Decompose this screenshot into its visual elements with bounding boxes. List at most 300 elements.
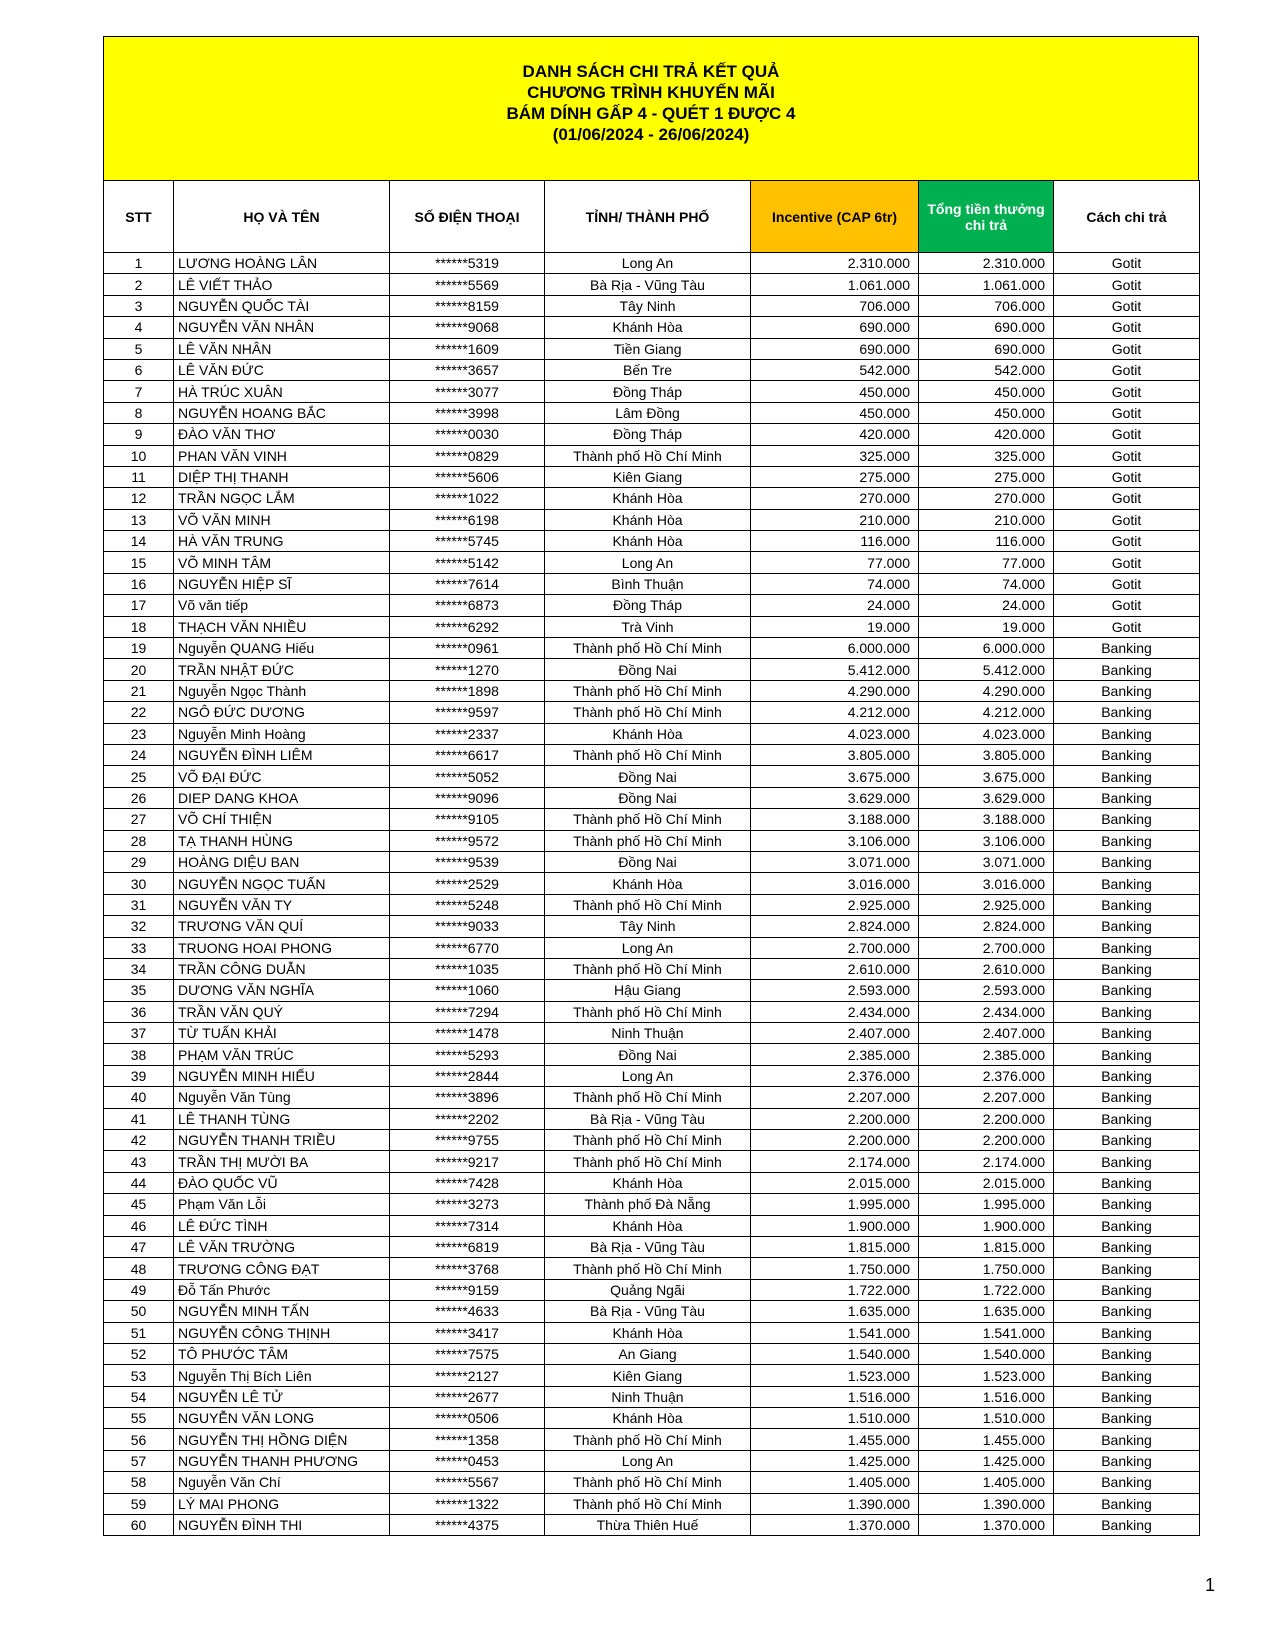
cell-total: 1.405.000 xyxy=(919,1472,1054,1493)
cell-name: DƯƠNG VĂN NGHĨA xyxy=(174,980,390,1001)
cell-name: TRẦN CÔNG DUẪN xyxy=(174,958,390,979)
cell-name: Nguyễn Văn Chí xyxy=(174,1472,390,1493)
cell-name: VÕ CHÍ THIỆN xyxy=(174,809,390,830)
cell-method: Banking xyxy=(1054,894,1200,915)
cell-stt: 31 xyxy=(104,894,174,915)
cell-name: LÊ VIẾT THẢO xyxy=(174,274,390,295)
cell-phone: ******6770 xyxy=(390,937,545,958)
cell-stt: 1 xyxy=(104,253,174,274)
cell-method: Gotit xyxy=(1054,595,1200,616)
cell-phone: ******1035 xyxy=(390,958,545,979)
cell-phone: ******7294 xyxy=(390,1001,545,1022)
cell-total: 1.815.000 xyxy=(919,1236,1054,1257)
cell-phone: ******1478 xyxy=(390,1023,545,1044)
cell-name: LÊ THANH TÙNG xyxy=(174,1108,390,1129)
cell-incentive: 24.000 xyxy=(751,595,919,616)
table-body xyxy=(104,253,1200,1536)
cell-phone: ******3998 xyxy=(390,402,545,423)
cell-incentive: 325.000 xyxy=(751,445,919,466)
cell-method: Gotit xyxy=(1054,616,1200,637)
cell-city: Khánh Hòa xyxy=(545,531,751,552)
cell-incentive: 2.200.000 xyxy=(751,1108,919,1129)
cell-stt: 16 xyxy=(104,573,174,594)
cell-total: 1.635.000 xyxy=(919,1301,1054,1322)
cell-city: Đồng Nai xyxy=(545,787,751,808)
cell-incentive: 2.015.000 xyxy=(751,1172,919,1193)
cell-total: 2.925.000 xyxy=(919,894,1054,915)
cell-stt: 27 xyxy=(104,809,174,830)
cell-stt: 39 xyxy=(104,1065,174,1086)
cell-stt: 56 xyxy=(104,1429,174,1450)
cell-stt: 37 xyxy=(104,1023,174,1044)
cell-city: Long An xyxy=(545,1450,751,1471)
cell-incentive: 450.000 xyxy=(751,402,919,423)
title-line-2: CHƯƠNG TRÌNH KHUYẾN MÃI xyxy=(527,83,775,102)
table-row xyxy=(104,980,1200,1001)
cell-total: 2.174.000 xyxy=(919,1151,1054,1172)
table-row xyxy=(104,1108,1200,1129)
cell-incentive: 1.722.000 xyxy=(751,1279,919,1300)
cell-phone: ******2677 xyxy=(390,1386,545,1407)
cell-name: TRẦN NGỌC LẮM xyxy=(174,488,390,509)
cell-phone: ******1609 xyxy=(390,338,545,359)
cell-method: Banking xyxy=(1054,980,1200,1001)
cell-method: Banking xyxy=(1054,638,1200,659)
cell-method: Gotit xyxy=(1054,445,1200,466)
cell-name: NGUYỄN ĐÌNH THI xyxy=(174,1515,390,1536)
table-row xyxy=(104,1194,1200,1215)
cell-name: NGUYỄN THỊ HỒNG DIỆN xyxy=(174,1429,390,1450)
cell-incentive: 275.000 xyxy=(751,466,919,487)
cell-total: 1.523.000 xyxy=(919,1365,1054,1386)
cell-phone: ******1358 xyxy=(390,1429,545,1450)
table-row xyxy=(104,894,1200,915)
cell-method: Banking xyxy=(1054,680,1200,701)
cell-city: Long An xyxy=(545,552,751,573)
cell-incentive: 4.212.000 xyxy=(751,702,919,723)
cell-incentive: 5.412.000 xyxy=(751,659,919,680)
cell-total: 706.000 xyxy=(919,295,1054,316)
cell-city: Bến Tre xyxy=(545,359,751,380)
cell-method: Gotit xyxy=(1054,466,1200,487)
cell-stt: 53 xyxy=(104,1365,174,1386)
cell-city: Thành phố Hồ Chí Minh xyxy=(545,1258,751,1279)
cell-stt: 18 xyxy=(104,616,174,637)
table-row xyxy=(104,253,1200,274)
cell-method: Banking xyxy=(1054,1194,1200,1215)
cell-name: DIEP DANG KHOA xyxy=(174,787,390,808)
cell-total: 3.188.000 xyxy=(919,809,1054,830)
cell-city: Khánh Hòa xyxy=(545,1215,751,1236)
cell-method: Banking xyxy=(1054,1130,1200,1151)
cell-city: Thành phố Hồ Chí Minh xyxy=(545,680,751,701)
cell-stt: 28 xyxy=(104,830,174,851)
cell-name: NGUYỄN MINH TẤN xyxy=(174,1301,390,1322)
cell-stt: 7 xyxy=(104,381,174,402)
cell-incentive: 3.016.000 xyxy=(751,873,919,894)
cell-name: LÊ VĂN TRƯỜNG xyxy=(174,1236,390,1257)
cell-name: TỪ TUẤN KHẢI xyxy=(174,1023,390,1044)
cell-city: Khánh Hòa xyxy=(545,488,751,509)
cell-stt: 14 xyxy=(104,531,174,552)
table-row xyxy=(104,1236,1200,1257)
cell-name: NGUYỄN THANH PHƯƠNG xyxy=(174,1450,390,1471)
cell-phone: ******0030 xyxy=(390,424,545,445)
table-row xyxy=(104,552,1200,573)
cell-city: Trà Vinh xyxy=(545,616,751,637)
cell-total: 3.675.000 xyxy=(919,766,1054,787)
cell-method: Banking xyxy=(1054,1386,1200,1407)
cell-stt: 35 xyxy=(104,980,174,1001)
cell-method: Banking xyxy=(1054,937,1200,958)
cell-method: Banking xyxy=(1054,851,1200,872)
cell-method: Banking xyxy=(1054,809,1200,830)
cell-total: 3.106.000 xyxy=(919,830,1054,851)
cell-phone: ******2127 xyxy=(390,1365,545,1386)
cell-name: THẠCH VĂN NHIỀU xyxy=(174,616,390,637)
cell-phone: ******6292 xyxy=(390,616,545,637)
cell-city: Tiền Giang xyxy=(545,338,751,359)
cell-city: Khánh Hòa xyxy=(545,509,751,530)
cell-incentive: 3.071.000 xyxy=(751,851,919,872)
cell-phone: ******3077 xyxy=(390,381,545,402)
cell-city: Bà Rịa - Vũng Tàu xyxy=(545,1236,751,1257)
cell-city: Kiên Giang xyxy=(545,466,751,487)
cell-stt: 45 xyxy=(104,1194,174,1215)
cell-method: Banking xyxy=(1054,1065,1200,1086)
cell-name: Nguyễn QUANG Hiếu xyxy=(174,638,390,659)
table-row xyxy=(104,1001,1200,1022)
cell-name: TRƯƠNG VĂN QUÍ xyxy=(174,916,390,937)
cell-name: HÀ TRÚC XUÂN xyxy=(174,381,390,402)
cell-incentive: 2.925.000 xyxy=(751,894,919,915)
page-number: 1 xyxy=(1205,1575,1216,1595)
cell-method: Gotit xyxy=(1054,424,1200,445)
table-row xyxy=(104,274,1200,295)
cell-name: TẠ THANH HÙNG xyxy=(174,830,390,851)
cell-phone: ******9539 xyxy=(390,851,545,872)
cell-total: 1.510.000 xyxy=(919,1408,1054,1429)
cell-name: NGUYỄN ĐÌNH LIÊM xyxy=(174,744,390,765)
cell-city: Đồng Nai xyxy=(545,766,751,787)
cell-name: NGUYỄN LÊ TỬ xyxy=(174,1386,390,1407)
cell-method: Banking xyxy=(1054,1023,1200,1044)
cell-total: 77.000 xyxy=(919,552,1054,573)
cell-incentive: 1.523.000 xyxy=(751,1365,919,1386)
cell-phone: ******9159 xyxy=(390,1279,545,1300)
cell-incentive: 1.540.000 xyxy=(751,1343,919,1364)
header-phone: SỐ ĐIỆN THOẠI xyxy=(390,181,545,253)
cell-stt: 24 xyxy=(104,744,174,765)
cell-stt: 29 xyxy=(104,851,174,872)
title-line-1: DANH SÁCH CHI TRẢ KẾT QUẢ xyxy=(522,62,780,81)
cell-city: Thành phố Hồ Chí Minh xyxy=(545,830,751,851)
cell-name: VÕ VĂN MINH xyxy=(174,509,390,530)
cell-stt: 47 xyxy=(104,1236,174,1257)
cell-name: PHẠM VĂN TRÚC xyxy=(174,1044,390,1065)
cell-method: Gotit xyxy=(1054,509,1200,530)
cell-total: 2.310.000 xyxy=(919,253,1054,274)
cell-phone: ******6819 xyxy=(390,1236,545,1257)
cell-total: 275.000 xyxy=(919,466,1054,487)
cell-method: Gotit xyxy=(1054,253,1200,274)
cell-city: Thành phố Hồ Chí Minh xyxy=(545,958,751,979)
cell-stt: 22 xyxy=(104,702,174,723)
cell-city: Khánh Hòa xyxy=(545,873,751,894)
cell-incentive: 1.900.000 xyxy=(751,1215,919,1236)
cell-phone: ******1322 xyxy=(390,1493,545,1514)
table-row xyxy=(104,445,1200,466)
cell-total: 3.629.000 xyxy=(919,787,1054,808)
cell-name: LÊ VĂN NHÂN xyxy=(174,338,390,359)
cell-city: Thành phố Hồ Chí Minh xyxy=(545,702,751,723)
cell-city: Bình Thuận xyxy=(545,573,751,594)
cell-stt: 2 xyxy=(104,274,174,295)
cell-name: LÊ VĂN ĐỨC xyxy=(174,359,390,380)
cell-stt: 42 xyxy=(104,1130,174,1151)
cell-phone: ******5052 xyxy=(390,766,545,787)
cell-total: 3.071.000 xyxy=(919,851,1054,872)
table-row xyxy=(104,1301,1200,1322)
table-row xyxy=(104,638,1200,659)
cell-stt: 33 xyxy=(104,937,174,958)
cell-stt: 21 xyxy=(104,680,174,701)
cell-total: 6.000.000 xyxy=(919,638,1054,659)
cell-stt: 52 xyxy=(104,1343,174,1364)
cell-method: Banking xyxy=(1054,1343,1200,1364)
cell-total: 450.000 xyxy=(919,381,1054,402)
cell-method: Banking xyxy=(1054,766,1200,787)
cell-method: Gotit xyxy=(1054,381,1200,402)
table-row xyxy=(104,1065,1200,1086)
cell-city: Long An xyxy=(545,253,751,274)
cell-stt: 59 xyxy=(104,1493,174,1514)
cell-name: NGUYỄN NGỌC TUẤN xyxy=(174,873,390,894)
cell-stt: 32 xyxy=(104,916,174,937)
cell-incentive: 2.376.000 xyxy=(751,1065,919,1086)
table-row xyxy=(104,295,1200,316)
cell-incentive: 1.425.000 xyxy=(751,1450,919,1471)
cell-phone: ******4633 xyxy=(390,1301,545,1322)
cell-stt: 58 xyxy=(104,1472,174,1493)
cell-stt: 25 xyxy=(104,766,174,787)
cell-incentive: 3.106.000 xyxy=(751,830,919,851)
cell-city: Bà Rịa - Vũng Tàu xyxy=(545,274,751,295)
cell-stt: 38 xyxy=(104,1044,174,1065)
cell-name: NGUYỄN HIỆP SĨ xyxy=(174,573,390,594)
cell-method: Gotit xyxy=(1054,552,1200,573)
cell-method: Banking xyxy=(1054,787,1200,808)
cell-total: 4.212.000 xyxy=(919,702,1054,723)
cell-name: TRƯƠNG CÔNG ĐẠT xyxy=(174,1258,390,1279)
cell-total: 19.000 xyxy=(919,616,1054,637)
cell-incentive: 210.000 xyxy=(751,509,919,530)
cell-phone: ******9105 xyxy=(390,809,545,830)
cell-method: Gotit xyxy=(1054,359,1200,380)
table-row xyxy=(104,488,1200,509)
cell-method: Banking xyxy=(1054,1108,1200,1129)
table-row xyxy=(104,1279,1200,1300)
cell-method: Banking xyxy=(1054,1365,1200,1386)
cell-method: Banking xyxy=(1054,659,1200,680)
cell-incentive: 1.516.000 xyxy=(751,1386,919,1407)
cell-city: Long An xyxy=(545,937,751,958)
cell-total: 270.000 xyxy=(919,488,1054,509)
cell-method: Gotit xyxy=(1054,402,1200,423)
table-row xyxy=(104,787,1200,808)
cell-stt: 34 xyxy=(104,958,174,979)
cell-phone: ******9096 xyxy=(390,787,545,808)
cell-stt: 46 xyxy=(104,1215,174,1236)
cell-stt: 20 xyxy=(104,659,174,680)
cell-method: Banking xyxy=(1054,1322,1200,1343)
cell-total: 1.455.000 xyxy=(919,1429,1054,1450)
cell-phone: ******3768 xyxy=(390,1258,545,1279)
cell-total: 2.434.000 xyxy=(919,1001,1054,1022)
cell-incentive: 2.174.000 xyxy=(751,1151,919,1172)
payout-sheet xyxy=(103,36,1199,1536)
table-row xyxy=(104,1408,1200,1429)
cell-method: Banking xyxy=(1054,958,1200,979)
cell-city: Đồng Nai xyxy=(545,1044,751,1065)
cell-phone: ******9597 xyxy=(390,702,545,723)
cell-phone: ******5606 xyxy=(390,466,545,487)
cell-total: 3.016.000 xyxy=(919,873,1054,894)
cell-method: Banking xyxy=(1054,1087,1200,1108)
table-row xyxy=(104,1087,1200,1108)
cell-stt: 5 xyxy=(104,338,174,359)
cell-stt: 49 xyxy=(104,1279,174,1300)
title-band xyxy=(103,36,1199,180)
cell-name: ĐÀO VĂN THƠ xyxy=(174,424,390,445)
cell-incentive: 542.000 xyxy=(751,359,919,380)
cell-city: An Giang xyxy=(545,1343,751,1364)
cell-incentive: 270.000 xyxy=(751,488,919,509)
cell-stt: 6 xyxy=(104,359,174,380)
cell-name: TÔ PHƯỚC TÂM xyxy=(174,1343,390,1364)
cell-name: Nguyễn Ngọc Thành xyxy=(174,680,390,701)
cell-phone: ******3896 xyxy=(390,1087,545,1108)
cell-name: Nguyễn Thị Bích Liên xyxy=(174,1365,390,1386)
cell-city: Thành phố Đà Nẵng xyxy=(545,1194,751,1215)
table-row xyxy=(104,1215,1200,1236)
cell-incentive: 2.824.000 xyxy=(751,916,919,937)
cell-method: Banking xyxy=(1054,1172,1200,1193)
cell-method: Banking xyxy=(1054,1472,1200,1493)
cell-incentive: 74.000 xyxy=(751,573,919,594)
table-row xyxy=(104,1151,1200,1172)
cell-stt: 48 xyxy=(104,1258,174,1279)
cell-name: LÊ ĐỨC TÌNH xyxy=(174,1215,390,1236)
cell-stt: 12 xyxy=(104,488,174,509)
cell-city: Tây Ninh xyxy=(545,916,751,937)
table-row xyxy=(104,359,1200,380)
cell-stt: 13 xyxy=(104,509,174,530)
cell-phone: ******5567 xyxy=(390,1472,545,1493)
cell-city: Khánh Hòa xyxy=(545,1322,751,1343)
cell-total: 2.700.000 xyxy=(919,937,1054,958)
cell-incentive: 3.675.000 xyxy=(751,766,919,787)
cell-method: Gotit xyxy=(1054,488,1200,509)
cell-method: Banking xyxy=(1054,1429,1200,1450)
table-row xyxy=(104,1258,1200,1279)
cell-total: 4.023.000 xyxy=(919,723,1054,744)
cell-name: Võ văn tiếp xyxy=(174,595,390,616)
cell-incentive: 77.000 xyxy=(751,552,919,573)
table-row xyxy=(104,873,1200,894)
cell-total: 1.516.000 xyxy=(919,1386,1054,1407)
cell-phone: ******2202 xyxy=(390,1108,545,1129)
cell-phone: ******6873 xyxy=(390,595,545,616)
table-row xyxy=(104,1386,1200,1407)
cell-incentive: 2.700.000 xyxy=(751,937,919,958)
cell-city: Kiên Giang xyxy=(545,1365,751,1386)
cell-phone: ******2337 xyxy=(390,723,545,744)
cell-name: LÝ MAI PHONG xyxy=(174,1493,390,1514)
cell-city: Thành phố Hồ Chí Minh xyxy=(545,638,751,659)
cell-incentive: 1.541.000 xyxy=(751,1322,919,1343)
cell-total: 210.000 xyxy=(919,509,1054,530)
table-row xyxy=(104,595,1200,616)
cell-city: Hậu Giang xyxy=(545,980,751,1001)
cell-stt: 36 xyxy=(104,1001,174,1022)
cell-total: 2.593.000 xyxy=(919,980,1054,1001)
table-row xyxy=(104,916,1200,937)
table-row xyxy=(104,723,1200,744)
cell-method: Banking xyxy=(1054,1408,1200,1429)
cell-total: 690.000 xyxy=(919,338,1054,359)
cell-incentive: 690.000 xyxy=(751,317,919,338)
cell-name: Đỗ Tấn Phước xyxy=(174,1279,390,1300)
cell-city: Thừa Thiên Huế xyxy=(545,1515,751,1536)
cell-total: 1.722.000 xyxy=(919,1279,1054,1300)
cell-name: NGUYỄN MINH HIẾU xyxy=(174,1065,390,1086)
cell-total: 1.750.000 xyxy=(919,1258,1054,1279)
table-row xyxy=(104,1130,1200,1151)
header-method: Cách chi trả xyxy=(1054,181,1200,253)
cell-stt: 3 xyxy=(104,295,174,316)
cell-city: Khánh Hòa xyxy=(545,317,751,338)
cell-stt: 55 xyxy=(104,1408,174,1429)
cell-city: Đồng Tháp xyxy=(545,424,751,445)
cell-method: Banking xyxy=(1054,1215,1200,1236)
title-line-4: (01/06/2024 - 26/06/2024) xyxy=(552,125,750,144)
table-row xyxy=(104,937,1200,958)
payout-table xyxy=(103,180,1200,1536)
cell-phone: ******9033 xyxy=(390,916,545,937)
cell-city: Đồng Nai xyxy=(545,659,751,680)
cell-incentive: 1.510.000 xyxy=(751,1408,919,1429)
cell-total: 1.900.000 xyxy=(919,1215,1054,1236)
cell-city: Thành phố Hồ Chí Minh xyxy=(545,809,751,830)
cell-city: Long An xyxy=(545,1065,751,1086)
cell-total: 450.000 xyxy=(919,402,1054,423)
cell-phone: ******0453 xyxy=(390,1450,545,1471)
cell-stt: 15 xyxy=(104,552,174,573)
table-row xyxy=(104,573,1200,594)
table-row xyxy=(104,851,1200,872)
cell-total: 1.541.000 xyxy=(919,1322,1054,1343)
cell-incentive: 2.610.000 xyxy=(751,958,919,979)
header-total: Tổng tiền thưởng chi trả xyxy=(919,181,1054,253)
cell-total: 2.376.000 xyxy=(919,1065,1054,1086)
cell-name: NGUYỄN HOANG BẮC xyxy=(174,402,390,423)
table-row xyxy=(104,509,1200,530)
cell-phone: ******1898 xyxy=(390,680,545,701)
cell-phone: ******0829 xyxy=(390,445,545,466)
cell-city: Thành phố Hồ Chí Minh xyxy=(545,1001,751,1022)
cell-phone: ******7314 xyxy=(390,1215,545,1236)
